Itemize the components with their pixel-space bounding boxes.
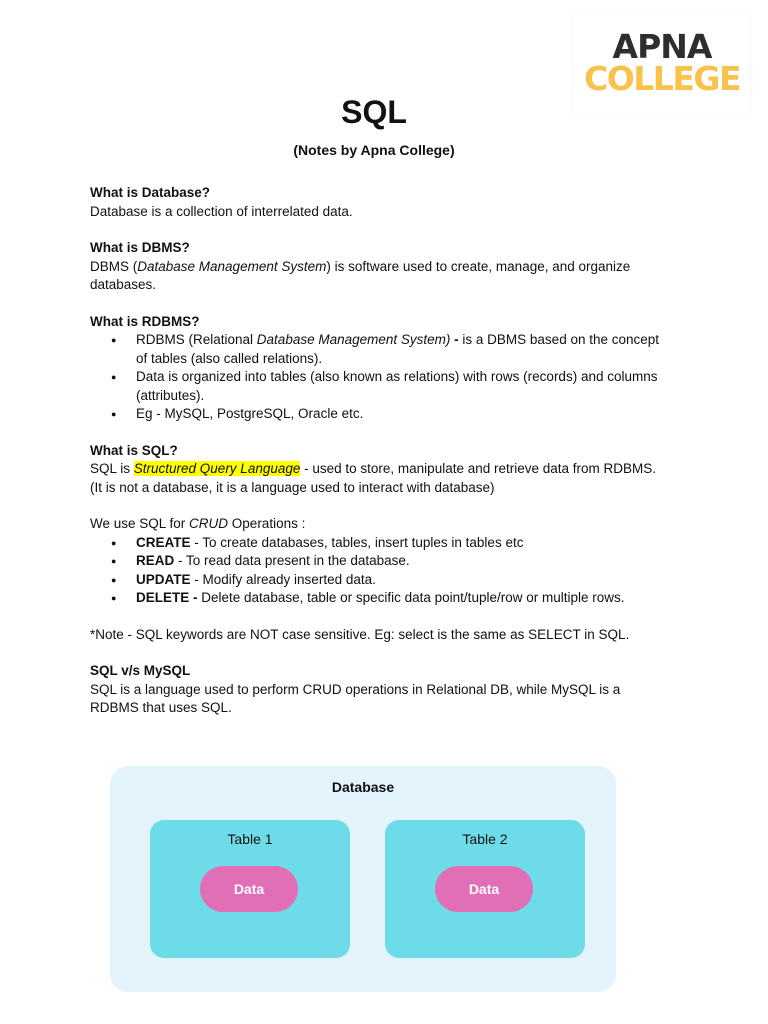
section-sql-vs-mysql xyxy=(90,662,660,718)
list-item: ● Data is organized into tables (also known as relations) with rows (records) and columns (attributes). xyxy=(136,368,660,405)
database-label: Database xyxy=(331,779,395,795)
notes-content xyxy=(90,184,660,718)
logo-line-apna: APNA xyxy=(612,27,712,66)
text-run: is a DBMS based on the concept of tables (also called relations). xyxy=(136,332,660,366)
section-heading: SQL v/s MySQL xyxy=(90,663,191,678)
text-run: - To create databases, tables, insert tuples in tables etc xyxy=(190,534,524,550)
section-heading: What is RDBMS? xyxy=(90,313,200,329)
note-text: *Note - SQL keywords are NOT case sensitive. Eg: select is the same as SELECT in SQL. xyxy=(90,626,630,642)
section-heading: What is DBMS? xyxy=(90,240,190,255)
text-run: - Modify already inserted data. xyxy=(190,571,376,587)
table-1-label: Table 1 xyxy=(227,831,273,847)
text-run-italic: Database Management System) xyxy=(256,332,451,347)
crud-list xyxy=(90,534,660,608)
section-text xyxy=(90,258,660,295)
database-diagram xyxy=(110,766,616,992)
text-run: RDBMS (Relational xyxy=(136,332,257,347)
crud-keyword: UPDATE xyxy=(136,571,191,587)
text-run: ) is software used to create, manage, and organize databases. xyxy=(90,258,631,292)
section-heading: What is SQL? xyxy=(90,442,178,458)
text-run-bold: - xyxy=(450,332,459,347)
crud-keyword: READ xyxy=(136,553,175,568)
highlighted-text: Structured Query Language xyxy=(133,461,301,476)
section-crud xyxy=(90,515,660,608)
table-1-box xyxy=(150,820,350,958)
section-text: SQL is a language used to perform CRUD operations in Relational DB, while MySQL is a RDBMS that uses SQL. xyxy=(90,681,621,715)
page-title: SQL xyxy=(341,94,407,130)
text-run-italic: Database Management System xyxy=(137,258,327,274)
section-note xyxy=(90,626,660,645)
section-text xyxy=(90,515,660,534)
list-item: ● Eg - MySQL, PostgreSQL, Oracle etc. xyxy=(136,405,660,424)
section-dbms xyxy=(90,239,660,295)
page-subtitle: (Notes by Apna College) xyxy=(293,142,455,158)
data-pill: Data xyxy=(200,866,298,912)
section-database xyxy=(90,184,660,221)
list-item xyxy=(136,589,660,608)
text-run: SQL is xyxy=(90,461,134,476)
list-item xyxy=(136,571,660,590)
list-item xyxy=(136,534,660,553)
table-2-box xyxy=(385,820,585,958)
text-run: We use SQL for xyxy=(90,516,190,531)
crud-keyword: CREATE xyxy=(136,534,191,550)
rdbms-list xyxy=(90,331,660,424)
section-text: Database is a collection of interrelated data. xyxy=(90,203,353,219)
section-text: (It is not a database, it is a language used to interact with database) xyxy=(90,479,495,495)
list-item xyxy=(136,552,660,571)
text-run: - To read data present in the database. xyxy=(174,553,410,568)
section-heading: What is Database? xyxy=(90,185,211,200)
table-2-label: Table 2 xyxy=(462,831,508,847)
list-item xyxy=(136,331,660,368)
section-text xyxy=(90,460,660,479)
text-run: Delete database, table or specific data point/tuple/row or multiple rows. xyxy=(197,590,625,605)
text-run: - used to store, manipulate and retrieve data from RDBMS. xyxy=(300,461,657,476)
data-pill: Data xyxy=(435,866,533,912)
text-run: Operations : xyxy=(228,516,306,531)
section-sql xyxy=(90,442,660,498)
logo-line-college: COLLEGE xyxy=(584,59,740,98)
crud-keyword: DELETE - xyxy=(136,590,198,605)
text-run-italic: CRUD xyxy=(189,516,229,531)
database-box xyxy=(110,766,616,992)
section-rdbms xyxy=(90,313,660,424)
text-run: DBMS ( xyxy=(90,258,138,274)
